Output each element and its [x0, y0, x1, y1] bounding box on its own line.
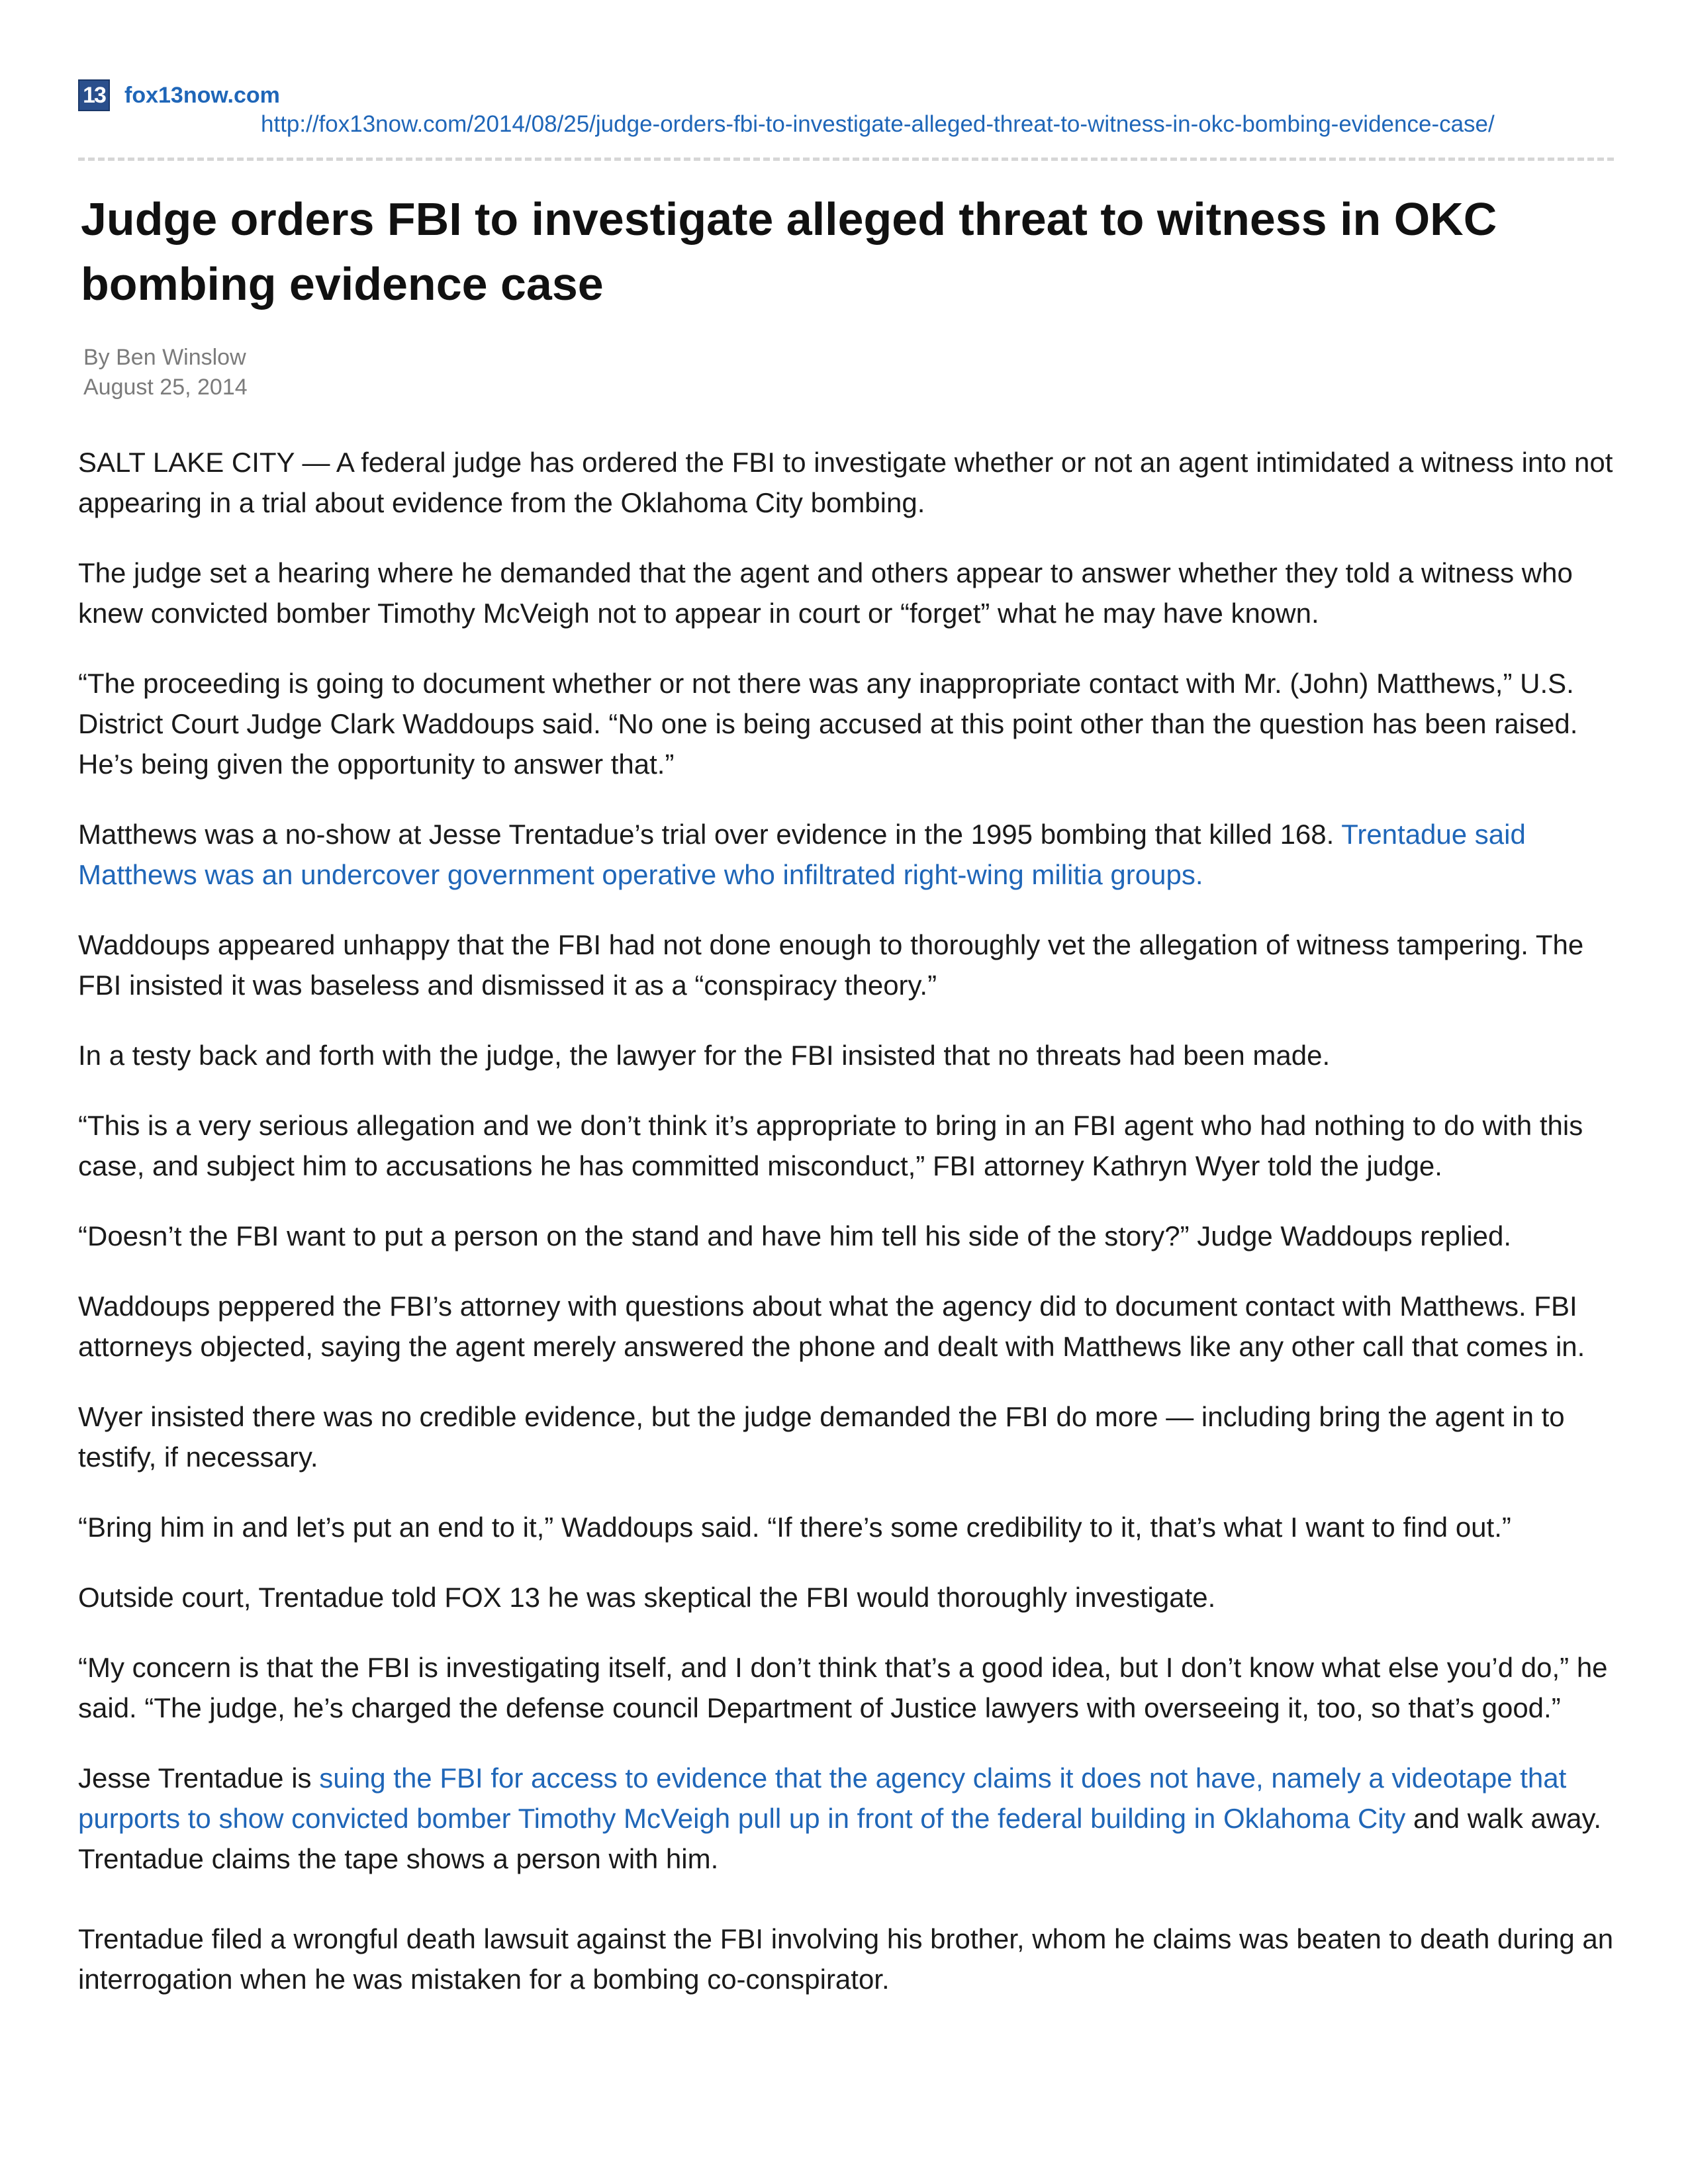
fox13-logo-icon[interactable]: [78, 79, 110, 111]
site-brand: [78, 78, 1614, 113]
article-body: [78, 442, 1627, 2029]
paragraph-9: Waddoups peppered the FBI’s attorney with questions about what the agency did to document contact with Matthews. FBI attorneys objected, saying the agent merely answered the phone and dealt with Matthews like any other call that comes in.: [78, 1291, 1585, 1362]
paragraph-14: [78, 1758, 1627, 1879]
article-url-link[interactable]: http://fox13now.com/2014/08/25/judge-orders-fbi-to-investigate-alleged-threat-to-witness-in-okc-bombing-evidence-case/: [261, 111, 1495, 137]
site-name-link[interactable]: fox13now.com: [124, 82, 280, 108]
paragraph-6: In a testy back and forth with the judge, the lawyer for the FBI insisted that no threats had been made.: [78, 1040, 1331, 1071]
publish-date: August 25, 2014: [83, 375, 248, 400]
article-title: Judge orders FBI to investigate alleged threat to witness in OKC bombing evidence case: [81, 193, 1497, 310]
paragraph-10: Wyer insisted there was no credible evidence, but the judge demanded the FBI do more — including bring the agent in to testify, if necessary.: [78, 1401, 1565, 1473]
paragraph-4: [78, 814, 1627, 895]
paragraph-5: Waddoups appeared unhappy that the FBI had not done enough to thoroughly vet the allegation of witness tampering. The FBI insisted it was baseless and dismissed it as a “conspiracy theory.”: [78, 929, 1584, 1001]
logo-text: 13: [83, 83, 105, 108]
paragraph-3: “The proceeding is going to document whether or not there was any inappropriate contact with Mr. (John) Matthews,” U.S. District Court Judge Clark Waddoups said. “No one is being accused at this point other than the question has been raised. He’s being given the opportunity to answer that.”: [78, 668, 1578, 780]
article-meta: [83, 343, 248, 402]
paragraph-13: “My concern is that the FBI is investigating itself, and I don’t think that’s a good idea, but I don’t know what else you’d do,” he said. “The judge, he’s charged the defense council Department of Justice lawyers with overseeing it, too, so that’s good.”: [78, 1652, 1608, 1723]
paragraph-2: The judge set a hearing where he demanded that the agent and others appear to answer whether they told a witness who knew convicted bomber Timothy McVeigh not to appear in court or “forget” what he may have known.: [78, 557, 1573, 629]
paragraph-15: Trentadue filed a wrongful death lawsuit against the FBI involving his brother, whom he claims was beaten to death during an interrogation when he was mistaken for a bombing co-conspirator.: [78, 1923, 1614, 1995]
paragraph-4-text: Matthews was a no-show at Jesse Trentadue’s trial over evidence in the 1995 bombing that killed 168.: [78, 819, 1342, 850]
trentadue-operative-link[interactable]: Trentadue said Matthews was an undercover government operative who infiltrated right-wing militia groups.: [78, 819, 1526, 890]
paragraph-14-before: Jesse Trentadue is: [78, 1762, 320, 1794]
site-header: [78, 78, 1614, 171]
paragraph-8: “Doesn’t the FBI want to put a person on the stand and have him tell his side of the story?” Judge Waddoups replied.: [78, 1220, 1512, 1251]
paragraph-12: Outside court, Trentadue told FOX 13 he was skeptical the FBI would thoroughly investigate.: [78, 1582, 1216, 1613]
header-divider: [78, 158, 1614, 161]
paragraph-11: “Bring him in and let’s put an end to it,” Waddoups said. “If there’s some credibility to it, that’s what I want to find out.”: [78, 1512, 1511, 1543]
paragraph-14-after: and walk away. Trentadue claims the tape shows a person with him.: [78, 1803, 1602, 1874]
paragraph-7: “This is a very serious allegation and we don’t think it’s appropriate to bring in an FBI agent who had nothing to do with this case, and subject him to accusations he has committed misconduct,” FBI attorney Kathryn Wyer told the judge.: [78, 1110, 1583, 1181]
lawsuit-evidence-link[interactable]: suing the FBI for access to evidence that the agency claims it does not have, namely a videotape that purports to show convicted bomber Timothy McVeigh pull up in front of the federal building in Oklahoma City: [78, 1762, 1567, 1834]
paragraph-1: SALT LAKE CITY — A federal judge has ordered the FBI to investigate whether or not an agent intimidated a witness into not appearing in a trial about evidence from the Oklahoma City bombing.: [78, 447, 1613, 518]
author-byline: By Ben Winslow: [83, 345, 246, 370]
